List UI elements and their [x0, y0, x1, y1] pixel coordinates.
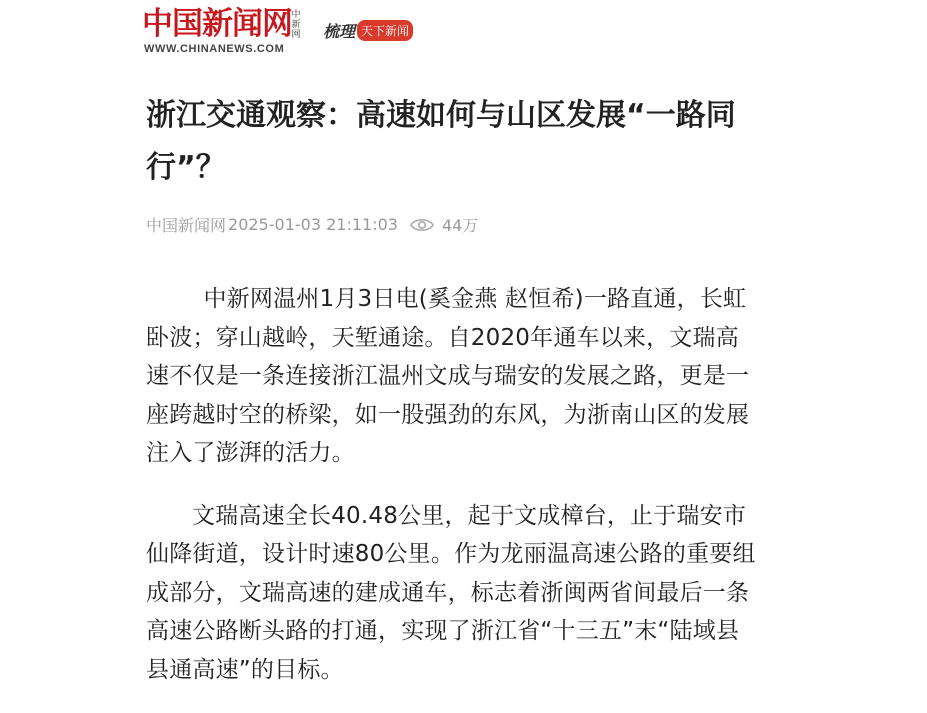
eye-icon	[410, 217, 434, 233]
site-url: WWW.CHINANEWS.COM	[144, 43, 285, 55]
article-title: 浙江交通观察：高速如何与山区发展“一路同行”？	[146, 98, 736, 185]
partner-script: 梳理	[323, 21, 356, 41]
site-header	[142, 6, 462, 62]
site-logo[interactable]: 中国新闻网	[142, 6, 292, 42]
logo-stack-text: 中新网	[291, 10, 301, 40]
article-source: 中国新闻网	[146, 216, 227, 235]
article-paragraph: 文瑞高速全长40.48公里，起于文成樟台，止于瑞安市仙降街道，设计时速80公里。作为龙丽温高速公路的重要组成部分，文瑞高速的建成通车，标志着浙闽两省间最后一条高速公路断头路的打通，实现了浙江省“十三五”末“陆域县县通高速”的目标。	[146, 502, 756, 683]
article-datetime: 2025-01-03 21:11:03	[228, 215, 398, 234]
view-count: 44万	[441, 216, 479, 235]
article-body	[146, 280, 756, 713]
article-meta	[146, 213, 478, 236]
article-paragraph: 中新网温州1月3日电(奚金燕 赵恒希)一路直通，长虹卧波；穿山越岭，天堑通途。自2020年通车以来，文瑞高速不仅是一条连接浙江温州文成与瑞安的发展之路，更是一座跨越时空的桥梁，如一股强劲的东风，为浙南山区的发展注入了澎湃的活力。	[146, 286, 750, 466]
partner-logo[interactable]	[323, 17, 413, 43]
partner-badge: 天下新闻	[357, 20, 413, 41]
